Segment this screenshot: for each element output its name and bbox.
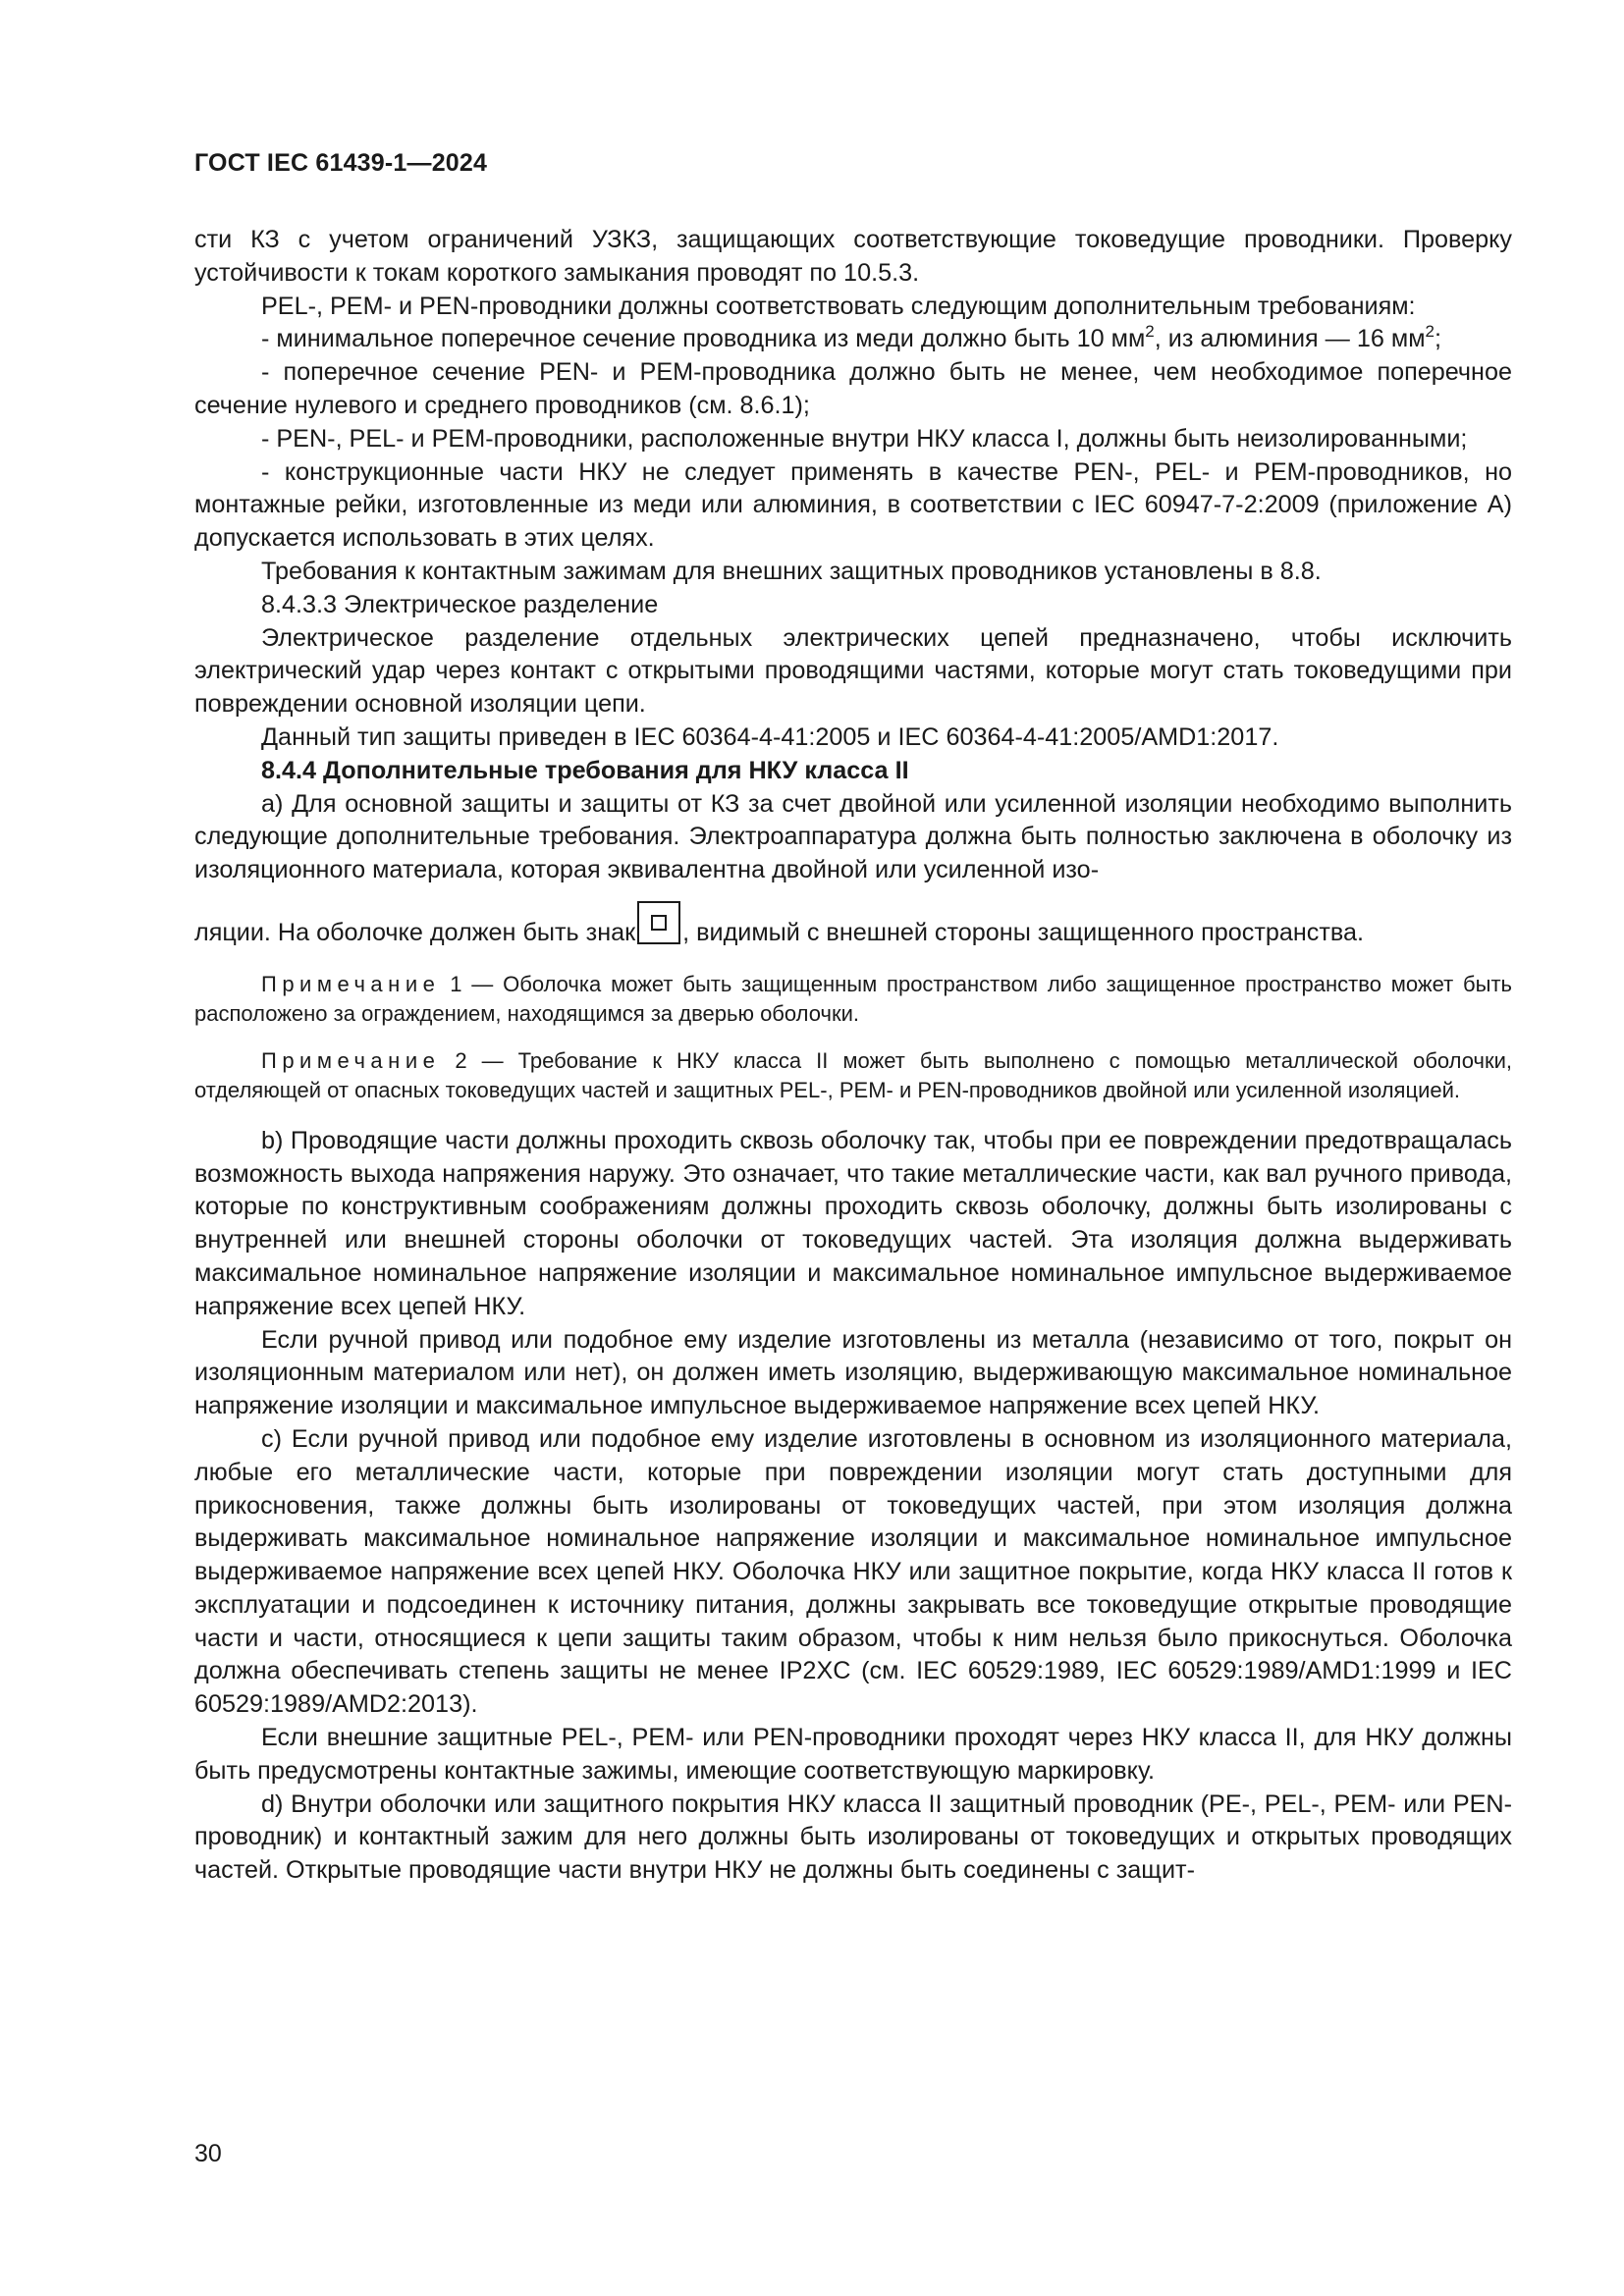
text-fragment: ляции. На оболочке должен быть знак: [194, 918, 636, 946]
page-number: 30: [194, 2140, 222, 2167]
text-fragment: ;: [1434, 325, 1441, 353]
class-ii-symbol-inner: [651, 915, 667, 931]
paragraph: Данный тип защиты приведен в IEC 60364-4-41:2005 и IEC 60364-4-41:2005/AMD1:2017.: [261, 722, 1279, 751]
note-label: Примечание: [261, 1047, 441, 1073]
paragraph-list-item: - конструкционные части НКУ не следует применять в качестве PEN-, PEL- и PEM-проводников, но монтажные рейки, изготовленные из меди или алюминия, в соответствии с IEC 60947-7-2:2009 (приложение А) допускается использовать в этих целях.: [194, 457, 1512, 553]
note-1: [194, 970, 1512, 1029]
section-heading-bold: 8.4.4 Дополнительные требования для НКУ класса II: [261, 756, 909, 784]
paragraph: PEL-, PEM- и PEN-проводники должны соответствовать следующим дополнительным требованиям:: [261, 292, 1416, 320]
page-header-doc-code: ГОСТ IEC 61439-1—2024: [194, 149, 488, 177]
text-fragment: , видимый с внешней стороны защищенного пространства.: [682, 918, 1365, 946]
paragraph: Требования к контактным зажимам для внешних защитных проводников установлены в 8.8.: [261, 557, 1322, 585]
text-fragment: - минимальное поперечное сечение проводника из меди должно быть 10 мм: [261, 325, 1146, 353]
paragraph-list-item: - PEN-, PEL- и PEM-проводники, расположенные внутри НКУ класса I, должны быть неизолированными;: [261, 424, 1468, 453]
superscript: 2: [1145, 322, 1155, 342]
note-2: [194, 1046, 1512, 1105]
class-ii-symbol-icon: [637, 901, 680, 944]
paragraph: b) Проводящие части должны проходить сквозь оболочку так, чтобы при ее повреждении предотвращалась возможность выхода напряжения наружу. Это означает, что такие металлические части, как вал ручного привода, которые по конструктивным соображениям должны проходить сквозь оболочку, должны быть изолированы с внутренней или внешней стороны оболочки от токоведущих частей. Эта изоляция должна выдерживать максимальное номинальное напряжение изоляции и максимальное номинальное импульсное выдерживаемое напряжение всех цепей НКУ.: [194, 1126, 1512, 1320]
note-text: 2 — Требование к НКУ класса II может быть выполнено с помощью металлической оболочки, отделяющей от опасных токоведущих частей и защитных PEL-, PEM- и PEN-проводников двойной или усиленной изоляцией.: [194, 1047, 1512, 1102]
paragraph: c) Если ручной привод или подобное ему изделие изготовлены в основном из изоляционного материала, любые его металлические части, которые при повреждении изоляции могут стать доступными для прикосновения, также должны быть изолированы от токоведущих частей, при этом изоляция должна выдерживать максимальное номинальное напряжение изоляции и максимальное номинальное импульсное выдерживаемое напряжение всех цепей НКУ. Оболочка НКУ или защитное покрытие, когда НКУ класса II готов к эксплуатации и подсоединен к источнику питания, должны закрывать все токоведущие открытые проводящие части и части, относящиеся к цепи защиты таким образом, чтобы к ним нельзя было прикоснуться. Оболочка должна обеспечивать степень защиты не менее IP2XC (см. IEC 60529:1989, IEC 60529:1989/AMD1:1999 и IEC 60529:1989/AMD2:2013).: [194, 1424, 1512, 1719]
paragraph: Если ручной привод или подобное ему изделие изготовлены из металла (независимо от того, покрыт он изоляционным материалом или нет), он должен иметь изоляцию, выдерживающую максимальное номинальное напряжение изоляции и максимальное импульсное выдерживаемое напряжение всех цепей НКУ.: [194, 1325, 1512, 1420]
superscript: 2: [1425, 322, 1435, 342]
paragraph-list-item: - поперечное сечение PEN- и PEM-проводника должно быть не менее, чем необходимое поперечное сечение нулевого и среднего проводников (см. 8.6.1);: [194, 358, 1512, 419]
paragraph: Электрическое разделение отдельных электрических цепей предназначено, чтобы исключить электрический удар через контакт с открытыми проводящими частями, которые могут стать токоведущими при повреждении основной изоляции цепи.: [194, 623, 1512, 719]
note-label: Примечание: [261, 971, 441, 996]
paragraph: d) Внутри оболочки или защитного покрытия НКУ класса II защитный проводник (PE-, PEL-, PEM- или PEN-проводник) и контактный зажим для него должны быть изолированы от токоведущих и открытых проводящих частей. Открытые проводящие части внутри НКУ не должны быть соединены с защит-: [194, 1789, 1512, 1885]
page-content: [194, 224, 1512, 1888]
paragraph-list-item: [194, 323, 1512, 356]
paragraph: сти КЗ с учетом ограничений УЗКЗ, защищающих соответствующие токоведущие проводники. Проверку устойчивости к токам короткого замыкания проводят по 10.5.3.: [194, 226, 1512, 287]
paragraph: [194, 901, 1512, 950]
paragraph: а) Для основной защиты и защиты от КЗ за счет двойной или усиленной изоляции необходимо выполнить следующие дополнительные требования. Электроаппаратура должна быть полностью заключена в оболочку из изоляционного материала, которая эквивалентна двойной или усиленной изо-: [194, 789, 1512, 884]
paragraph: Если внешние защитные PEL-, PEM- или PEN-проводники проходят через НКУ класса II, для НКУ должны быть предусмотрены контактные зажимы, имеющие соответствующую маркировку.: [194, 1724, 1512, 1785]
section-heading: 8.4.3.3 Электрическое разделение: [261, 590, 659, 618]
text-fragment: , из алюминия — 16 мм: [1154, 325, 1426, 353]
note-text: 1 — Оболочка может быть защищенным пространством либо защищенное пространство может быть расположено за ограждением, находящимся за дверью оболочки.: [194, 971, 1512, 1026]
